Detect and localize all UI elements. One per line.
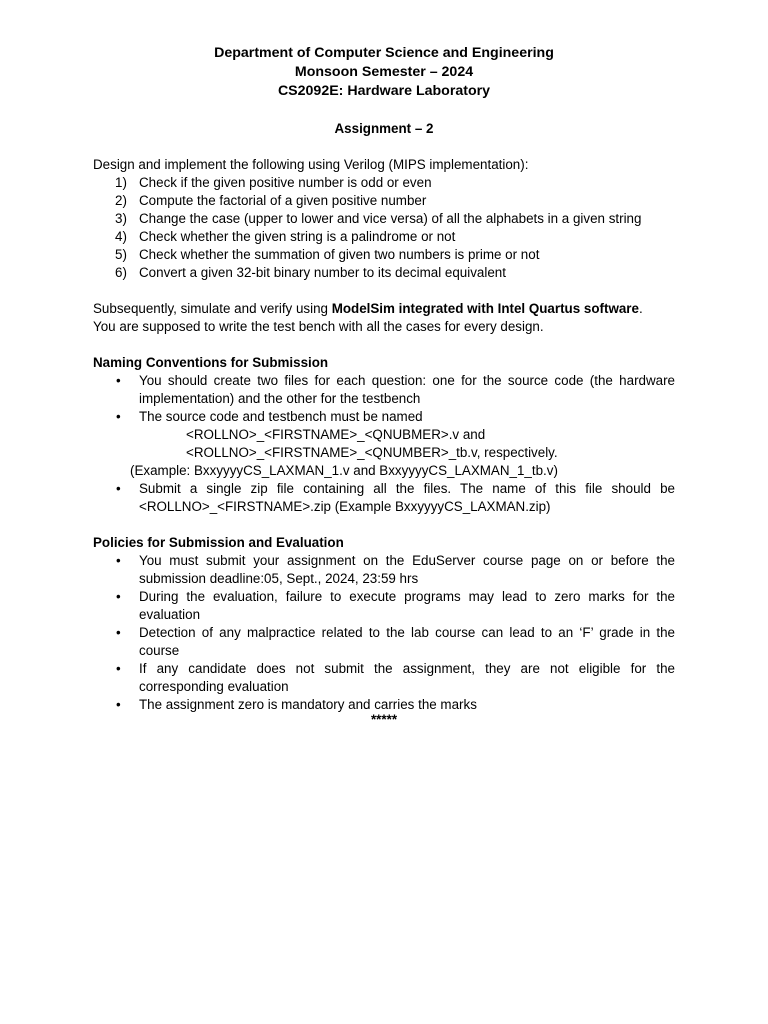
task-item xyxy=(93,210,675,228)
bullet-icon: • xyxy=(116,625,121,640)
department-name: Department of Computer Science and Engineering xyxy=(214,45,554,61)
task-number: 5) xyxy=(115,247,127,262)
task-list xyxy=(93,174,675,282)
policy-item xyxy=(93,660,675,696)
bullet-icon: • xyxy=(116,553,121,568)
naming-item xyxy=(93,372,675,408)
policy-item xyxy=(93,624,675,660)
bullet-icon: • xyxy=(116,589,121,604)
policy-item-text: Detection of any malpractice related to the lab course can lead to an ‘F’ grade in the course xyxy=(139,625,675,658)
task-number: 1) xyxy=(115,175,127,190)
task-text: Change the case (upper to lower and vice versa) of all the alphabets in a given string xyxy=(139,211,642,226)
semester: Monsoon Semester – 2024 xyxy=(294,64,474,80)
task-text: Check whether the summation of given two numbers is prime or not xyxy=(139,247,540,262)
simulate-text-pre: Subsequently, simulate and verify using xyxy=(93,301,332,316)
bullet-icon: • xyxy=(116,409,121,424)
policies-section-title: Policies for Submission and Evaluation xyxy=(93,535,344,550)
policy-item-text: You must submit your assignment on the EduServer course page on or before the submission deadline:05, Sept., 2024, 23:59 hrs xyxy=(139,553,675,586)
end-marker: ***** xyxy=(370,712,398,727)
task-item xyxy=(93,264,675,282)
bullet-icon: • xyxy=(116,697,121,712)
naming-item-text: The source code and testbench must be named xyxy=(139,409,423,424)
bullet-icon: • xyxy=(116,373,121,388)
task-item xyxy=(93,228,675,246)
filename-pattern-testbench: <ROLLNO>_<FIRSTNAME>_<QNUMBER>_tb.v, respectively. xyxy=(186,445,558,460)
bullet-icon: • xyxy=(116,481,121,496)
naming-item xyxy=(93,408,675,426)
document-header xyxy=(0,44,768,101)
policy-item xyxy=(93,588,675,624)
task-item xyxy=(93,246,675,264)
task-number: 4) xyxy=(115,229,127,244)
course-title: CS2092E: Hardware Laboratory xyxy=(277,83,491,99)
task-number: 6) xyxy=(115,265,127,280)
policy-item xyxy=(93,696,675,714)
task-item xyxy=(93,174,675,192)
assignment-title: Assignment – 2 xyxy=(334,121,434,136)
document-body xyxy=(93,156,675,726)
policy-item-text: If any candidate does not submit the assignment, they are not eligible for the corresponding evaluation xyxy=(139,661,675,694)
naming-item xyxy=(93,480,675,516)
naming-item-text: Submit a single zip file containing all the files. The name of this file should be <ROLLNO>_<FIRSTNAME>.zip (Example BxxyyyyCS_LAXMAN.zip) xyxy=(139,481,675,514)
intro-text: Design and implement the following using Verilog (MIPS implementation): xyxy=(93,157,529,172)
filename-pattern-source: <ROLLNO>_<FIRSTNAME>_<QNUBMER>.v and xyxy=(186,427,486,442)
testbench-instructions: You are supposed to write the test bench with all the cases for every design. xyxy=(93,319,544,334)
naming-list xyxy=(93,372,675,426)
task-item xyxy=(93,192,675,210)
policy-item-text: During the evaluation, failure to execute programs may lead to zero marks for the evaluation xyxy=(139,589,675,622)
task-text: Compute the factorial of a given positive number xyxy=(139,193,427,208)
task-number: 2) xyxy=(115,193,127,208)
naming-item-text: You should create two files for each question: one for the source code (the hardware implementation) and the other for the testbench xyxy=(139,373,675,406)
task-number: 3) xyxy=(115,211,127,226)
bullet-icon: • xyxy=(116,661,121,676)
policy-item xyxy=(93,552,675,588)
simulate-text-post: . xyxy=(638,301,643,316)
filename-example: (Example: BxxyyyyCS_LAXMAN_1.v and BxxyyyyCS_LAXMAN_1_tb.v) xyxy=(130,463,558,478)
task-text: Check if the given positive number is odd or even xyxy=(139,175,432,190)
policies-list xyxy=(93,552,675,714)
policy-item-text: The assignment zero is mandatory and carries the marks xyxy=(139,697,477,712)
naming-list-continued xyxy=(93,480,675,516)
simulation-instructions xyxy=(93,300,675,318)
task-text: Check whether the given string is a palindrome or not xyxy=(139,229,456,244)
naming-section-title: Naming Conventions for Submission xyxy=(93,355,329,370)
task-text: Convert a given 32-bit binary number to its decimal equivalent xyxy=(139,265,506,280)
software-name: ModelSim integrated with Intel Quartus software xyxy=(331,301,639,316)
